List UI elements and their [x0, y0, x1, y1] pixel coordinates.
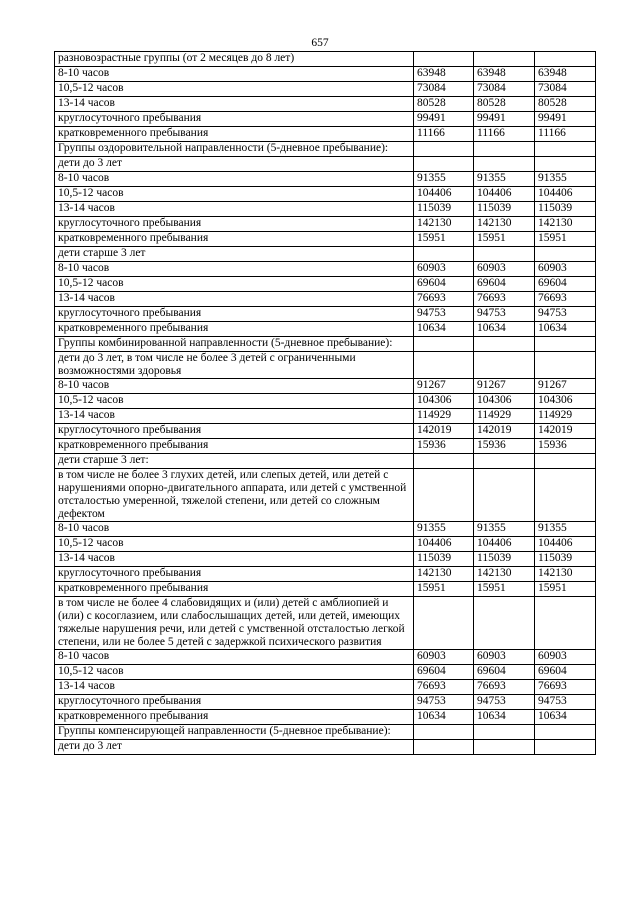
row-value-3: 15951 — [535, 582, 596, 597]
row-value-2: 15951 — [474, 582, 535, 597]
row-value-2 — [474, 352, 535, 379]
table-row — [55, 82, 596, 97]
row-value-2: 73084 — [474, 82, 535, 97]
row-value-1 — [414, 247, 474, 262]
row-value-1: 10634 — [414, 322, 474, 337]
row-value-2: 69604 — [474, 277, 535, 292]
row-value-3 — [535, 725, 596, 740]
row-value-1: 69604 — [414, 277, 474, 292]
row-value-1: 91355 — [414, 172, 474, 187]
row-label: круглосуточного пребывания — [55, 112, 414, 127]
row-value-1 — [414, 352, 474, 379]
row-value-1: 91267 — [414, 379, 474, 394]
row-value-2: 69604 — [474, 665, 535, 680]
table-row — [55, 187, 596, 202]
row-value-1 — [414, 454, 474, 469]
row-value-1 — [414, 740, 474, 755]
row-value-2: 94753 — [474, 307, 535, 322]
row-value-2: 60903 — [474, 262, 535, 277]
row-label: кратковременного пребывания — [55, 582, 414, 597]
row-value-3: 60903 — [535, 650, 596, 665]
table-row — [55, 567, 596, 582]
row-value-2: 91267 — [474, 379, 535, 394]
row-value-3: 115039 — [535, 202, 596, 217]
row-label: круглосуточного пребывания — [55, 217, 414, 232]
row-value-2: 63948 — [474, 67, 535, 82]
row-value-3 — [535, 142, 596, 157]
row-value-1: 142130 — [414, 217, 474, 232]
row-label: кратковременного пребывания — [55, 232, 414, 247]
row-value-3: 11166 — [535, 127, 596, 142]
row-label: кратковременного пребывания — [55, 127, 414, 142]
row-label: разновозрастные группы (от 2 месяцев до 8 лет) — [55, 52, 414, 67]
row-value-1: 115039 — [414, 202, 474, 217]
table-row — [55, 469, 596, 522]
row-value-2: 94753 — [474, 695, 535, 710]
row-value-1: 94753 — [414, 307, 474, 322]
table-row — [55, 379, 596, 394]
row-label: 13-14 часов — [55, 97, 414, 112]
row-value-3: 91355 — [535, 522, 596, 537]
table-row — [55, 597, 596, 650]
table-row — [55, 710, 596, 725]
row-value-2: 91355 — [474, 522, 535, 537]
row-label: 10,5-12 часов — [55, 394, 414, 409]
row-label: 10,5-12 часов — [55, 277, 414, 292]
table-row — [55, 232, 596, 247]
tariff-table-body — [55, 52, 596, 755]
row-value-3: 91355 — [535, 172, 596, 187]
row-label: дети старше 3 лет — [55, 247, 414, 262]
row-value-3: 114929 — [535, 409, 596, 424]
row-value-1: 73084 — [414, 82, 474, 97]
row-label: кратковременного пребывания — [55, 439, 414, 454]
row-value-3: 69604 — [535, 277, 596, 292]
row-value-2: 104406 — [474, 537, 535, 552]
table-row — [55, 740, 596, 755]
table-row — [55, 142, 596, 157]
row-value-2: 142130 — [474, 217, 535, 232]
row-label: 13-14 часов — [55, 409, 414, 424]
row-value-3: 142019 — [535, 424, 596, 439]
row-value-2: 104306 — [474, 394, 535, 409]
row-value-1: 10634 — [414, 710, 474, 725]
table-row — [55, 522, 596, 537]
row-value-1: 91355 — [414, 522, 474, 537]
row-value-2 — [474, 337, 535, 352]
row-value-2 — [474, 740, 535, 755]
table-row — [55, 650, 596, 665]
row-value-3: 63948 — [535, 67, 596, 82]
row-value-2: 76693 — [474, 680, 535, 695]
table-row — [55, 112, 596, 127]
row-value-1: 76693 — [414, 680, 474, 695]
row-label: дети до 3 лет — [55, 157, 414, 172]
row-value-3: 73084 — [535, 82, 596, 97]
row-value-2: 115039 — [474, 202, 535, 217]
row-value-2: 15936 — [474, 439, 535, 454]
table-row — [55, 454, 596, 469]
row-label: круглосуточного пребывания — [55, 424, 414, 439]
row-value-2 — [474, 157, 535, 172]
row-value-1: 76693 — [414, 292, 474, 307]
row-value-1: 94753 — [414, 695, 474, 710]
row-value-1 — [414, 337, 474, 352]
table-row — [55, 292, 596, 307]
row-value-1: 104406 — [414, 537, 474, 552]
table-row — [55, 97, 596, 112]
row-value-2: 80528 — [474, 97, 535, 112]
row-value-3: 94753 — [535, 307, 596, 322]
row-value-2: 115039 — [474, 552, 535, 567]
row-value-2: 15951 — [474, 232, 535, 247]
row-label: в том числе не более 4 слабовидящих и (или) детей с амблиопией и (или) с косоглазием, или слабослышащих детей, или детей, имеющих тяжелые нарушения речи, или детей с умственной отсталостью легкой степени, или не более 5 детей с задержкой психического развития — [55, 597, 414, 650]
row-label: 8-10 часов — [55, 379, 414, 394]
row-label: 10,5-12 часов — [55, 187, 414, 202]
table-row — [55, 424, 596, 439]
row-value-3: 115039 — [535, 552, 596, 567]
row-value-1: 60903 — [414, 650, 474, 665]
row-value-3 — [535, 740, 596, 755]
row-value-1: 11166 — [414, 127, 474, 142]
row-value-3: 104406 — [535, 537, 596, 552]
row-value-1: 15936 — [414, 439, 474, 454]
row-value-2: 11166 — [474, 127, 535, 142]
row-value-2: 99491 — [474, 112, 535, 127]
table-row — [55, 725, 596, 740]
row-label: 8-10 часов — [55, 650, 414, 665]
row-label: 8-10 часов — [55, 262, 414, 277]
row-value-1 — [414, 52, 474, 67]
row-value-2 — [474, 469, 535, 522]
row-label: Группы оздоровительной направленности (5-дневное пребывание): — [55, 142, 414, 157]
row-label: кратковременного пребывания — [55, 710, 414, 725]
row-value-3: 142130 — [535, 217, 596, 232]
page-number: 657 — [311, 37, 329, 49]
table-row — [55, 695, 596, 710]
row-value-2: 10634 — [474, 710, 535, 725]
row-value-3 — [535, 247, 596, 262]
row-label: круглосуточного пребывания — [55, 567, 414, 582]
row-label: 10,5-12 часов — [55, 665, 414, 680]
row-value-2 — [474, 454, 535, 469]
table-row — [55, 352, 596, 379]
row-label: в том числе не более 3 глухих детей, или слепых детей, или детей с нарушениями опорно-двигательного аппарата, или детей с умственной отсталостью умеренной, тяжелой степени, или детей со сложным дефектом — [55, 469, 414, 522]
table-row — [55, 552, 596, 567]
row-value-2: 104406 — [474, 187, 535, 202]
row-value-1: 114929 — [414, 409, 474, 424]
row-value-3: 80528 — [535, 97, 596, 112]
row-value-3: 91267 — [535, 379, 596, 394]
table-row — [55, 67, 596, 82]
row-value-1 — [414, 469, 474, 522]
row-value-2 — [474, 725, 535, 740]
row-value-3: 60903 — [535, 262, 596, 277]
row-value-2: 91355 — [474, 172, 535, 187]
row-value-2: 10634 — [474, 322, 535, 337]
row-value-3 — [535, 469, 596, 522]
row-label: дети старше 3 лет: — [55, 454, 414, 469]
row-value-2 — [474, 52, 535, 67]
table-row — [55, 307, 596, 322]
row-label: круглосуточного пребывания — [55, 695, 414, 710]
row-value-1: 142019 — [414, 424, 474, 439]
row-value-3: 10634 — [535, 322, 596, 337]
row-value-3: 104406 — [535, 187, 596, 202]
row-value-1: 63948 — [414, 67, 474, 82]
table-row — [55, 537, 596, 552]
row-value-1: 15951 — [414, 582, 474, 597]
row-value-2: 60903 — [474, 650, 535, 665]
row-value-3: 104306 — [535, 394, 596, 409]
row-value-2 — [474, 597, 535, 650]
row-label: 13-14 часов — [55, 552, 414, 567]
row-label: 8-10 часов — [55, 522, 414, 537]
row-value-2: 76693 — [474, 292, 535, 307]
row-value-3 — [535, 352, 596, 379]
row-label: 13-14 часов — [55, 202, 414, 217]
table-row — [55, 277, 596, 292]
row-label: кратковременного пребывания — [55, 322, 414, 337]
table-row — [55, 247, 596, 262]
table-row — [55, 409, 596, 424]
row-value-1: 104406 — [414, 187, 474, 202]
row-label: дети до 3 лет, в том числе не более 3 детей с ограниченными возможностями здоровья — [55, 352, 414, 379]
row-value-1 — [414, 597, 474, 650]
table-row — [55, 394, 596, 409]
table-row — [55, 157, 596, 172]
row-value-2 — [474, 247, 535, 262]
tariff-table — [54, 51, 596, 755]
table-row — [55, 127, 596, 142]
row-label: 8-10 часов — [55, 67, 414, 82]
row-label: Группы компенсирующей направленности (5-дневное пребывание): — [55, 725, 414, 740]
row-value-1: 142130 — [414, 567, 474, 582]
table-row — [55, 262, 596, 277]
row-value-1 — [414, 142, 474, 157]
row-value-3: 69604 — [535, 665, 596, 680]
row-value-2: 142019 — [474, 424, 535, 439]
table-row — [55, 322, 596, 337]
row-label: Группы комбинированной направленности (5-дневное пребывание): — [55, 337, 414, 352]
row-value-2: 142130 — [474, 567, 535, 582]
row-value-1: 104306 — [414, 394, 474, 409]
row-value-3: 99491 — [535, 112, 596, 127]
row-value-3 — [535, 597, 596, 650]
row-value-3 — [535, 52, 596, 67]
row-value-1: 69604 — [414, 665, 474, 680]
row-value-1: 60903 — [414, 262, 474, 277]
table-row — [55, 680, 596, 695]
row-value-1: 80528 — [414, 97, 474, 112]
row-value-3 — [535, 337, 596, 352]
table-row — [55, 202, 596, 217]
row-value-1: 15951 — [414, 232, 474, 247]
table-row — [55, 52, 596, 67]
row-value-3 — [535, 454, 596, 469]
row-value-2: 114929 — [474, 409, 535, 424]
table-row — [55, 337, 596, 352]
row-value-3: 15936 — [535, 439, 596, 454]
row-label: 8-10 часов — [55, 172, 414, 187]
row-value-3: 10634 — [535, 710, 596, 725]
table-row — [55, 665, 596, 680]
row-value-3: 142130 — [535, 567, 596, 582]
row-value-3: 94753 — [535, 695, 596, 710]
row-value-3: 76693 — [535, 292, 596, 307]
table-row — [55, 439, 596, 454]
table-row — [55, 217, 596, 232]
row-label: 10,5-12 часов — [55, 537, 414, 552]
row-value-3 — [535, 157, 596, 172]
row-value-1: 99491 — [414, 112, 474, 127]
row-label: дети до 3 лет — [55, 740, 414, 755]
row-value-2 — [474, 142, 535, 157]
row-value-3: 15951 — [535, 232, 596, 247]
table-row — [55, 582, 596, 597]
row-value-1: 115039 — [414, 552, 474, 567]
row-label: 10,5-12 часов — [55, 82, 414, 97]
table-row — [55, 172, 596, 187]
row-value-1 — [414, 725, 474, 740]
row-label: 13-14 часов — [55, 292, 414, 307]
row-value-1 — [414, 157, 474, 172]
row-label: 13-14 часов — [55, 680, 414, 695]
row-label: круглосуточного пребывания — [55, 307, 414, 322]
row-value-3: 76693 — [535, 680, 596, 695]
